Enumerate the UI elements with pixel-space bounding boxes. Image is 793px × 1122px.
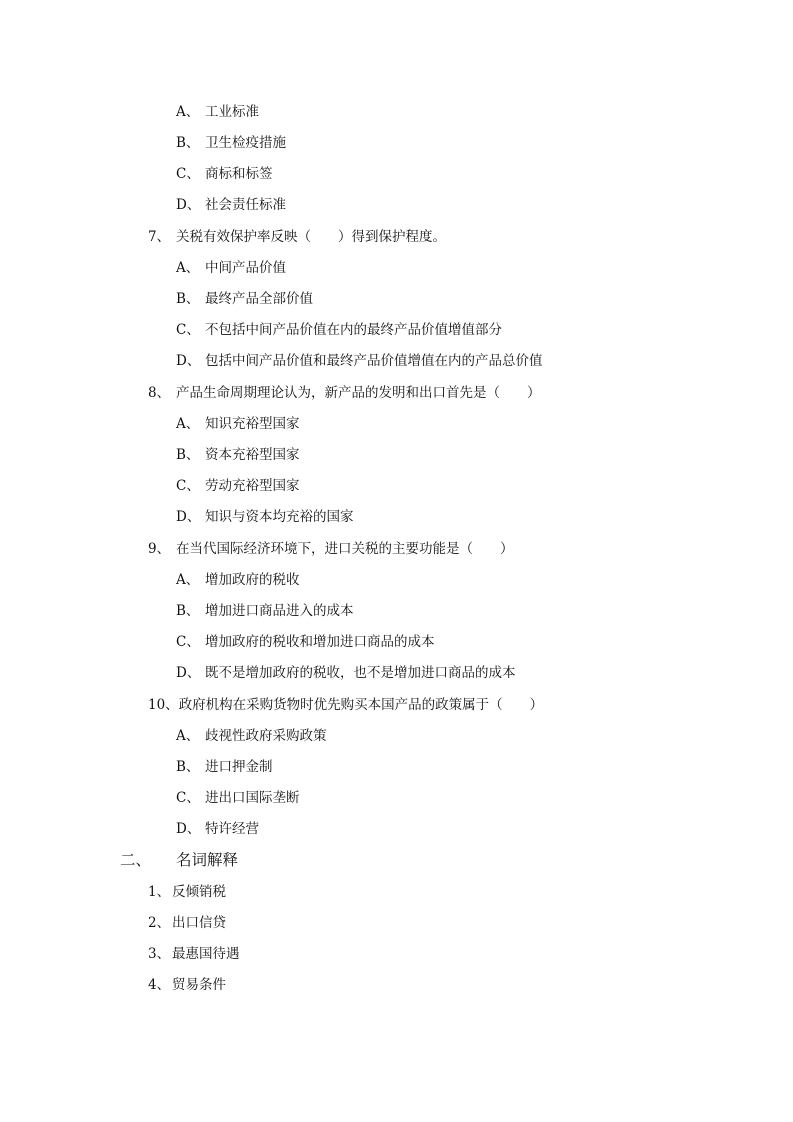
option-label: D、 [176,665,201,681]
option-label: D、 [176,197,201,213]
section-number: 二、 [120,851,152,869]
term-item [148,914,226,932]
option-text: 歧视性政府采购政策 [205,728,327,744]
option-text: 既不是增加政府的税收，也不是增加进口商品的成本 [205,665,516,681]
term-item [148,945,240,963]
term-item [148,976,226,994]
q10-option-c [176,789,300,807]
term-text: 反倾销税 [172,884,226,900]
section-heading [120,850,238,870]
question-number: 8、 [148,385,171,401]
option-text: 商标和标签 [205,166,273,182]
option-text: 包括中间产品价值和最终产品价值增值在内的产品总价值 [205,353,543,369]
option-label: C、 [176,634,200,650]
option-text: 工业标准 [205,104,259,120]
option-label: A、 [176,572,200,588]
q8-option-d [176,508,354,526]
question-text: 在当代国际经济环境下，进口关税的主要功能是（ ） [176,541,514,557]
option-text: 进出口国际垄断 [205,790,300,806]
option-text: 增加政府的税收和增加进口商品的成本 [205,634,435,650]
question-9 [148,540,514,558]
term-text: 贸易条件 [172,977,226,993]
option-label: D、 [176,353,201,369]
term-number: 1、 [148,884,171,900]
option-label: B、 [176,603,200,619]
option-label: B、 [176,759,200,775]
option-label: B、 [176,135,200,151]
term-number: 3、 [148,946,171,962]
option-text: 社会责任标准 [205,197,286,213]
q6-option-a [176,103,259,121]
question-10 [148,696,543,714]
q9-option-c [176,633,435,651]
term-number: 2、 [148,915,171,931]
option-text: 知识与资本均充裕的国家 [205,509,354,525]
q8-option-b [176,446,300,464]
question-number: 10、 [148,697,179,713]
option-label: D、 [176,821,201,837]
option-label: C、 [176,166,200,182]
q7-option-b [176,290,313,308]
question-number: 9、 [148,541,171,557]
option-label: A、 [176,104,200,120]
question-8 [148,384,541,402]
option-text: 卫生检疫措施 [205,135,286,151]
question-text: 政府机构在采购货物时优先购买本国产品的政策属于（ ） [178,697,544,713]
q8-option-a [176,415,300,433]
option-text: 最终产品全部价值 [205,291,313,307]
term-text: 最惠国待遇 [172,946,240,962]
question-text: 产品生命周期理论认为，新产品的发明和出口首先是（ ） [176,385,541,401]
q10-option-b [176,758,273,776]
option-label: B、 [176,291,200,307]
q10-option-d [176,820,259,838]
question-text: 关税有效保护率反映（ ）得到保护程度。 [176,229,446,245]
option-label: C、 [176,478,200,494]
q10-option-a [176,727,327,745]
option-label: B、 [176,447,200,463]
q6-option-d [176,196,286,214]
question-number: 7、 [148,229,171,245]
q8-option-c [176,477,300,495]
option-label: C、 [176,790,200,806]
option-text: 不包括中间产品价值在内的最终产品价值增值部分 [205,322,502,338]
q7-option-d [176,352,543,370]
q6-option-c [176,165,273,183]
option-label: A、 [176,260,200,276]
q6-option-b [176,134,286,152]
option-text: 增加进口商品进入的成本 [205,603,354,619]
term-number: 4、 [148,977,171,993]
term-item [148,883,226,901]
section-title: 名词解释 [176,851,239,869]
q7-option-a [176,259,286,277]
option-text: 知识充裕型国家 [205,416,300,432]
option-label: A、 [176,728,200,744]
option-label: D、 [176,509,201,525]
option-text: 特许经营 [205,821,259,837]
question-7 [148,228,446,246]
q9-option-a [176,571,300,589]
q9-option-d [176,664,516,682]
term-text: 出口信贷 [172,915,226,931]
option-label: A、 [176,416,200,432]
option-text: 劳动充裕型国家 [205,478,300,494]
option-text: 资本充裕型国家 [205,447,300,463]
option-text: 进口押金制 [205,759,273,775]
option-text: 中间产品价值 [205,260,286,276]
option-text: 增加政府的税收 [205,572,300,588]
option-label: C、 [176,322,200,338]
q9-option-b [176,602,354,620]
q7-option-c [176,321,502,339]
